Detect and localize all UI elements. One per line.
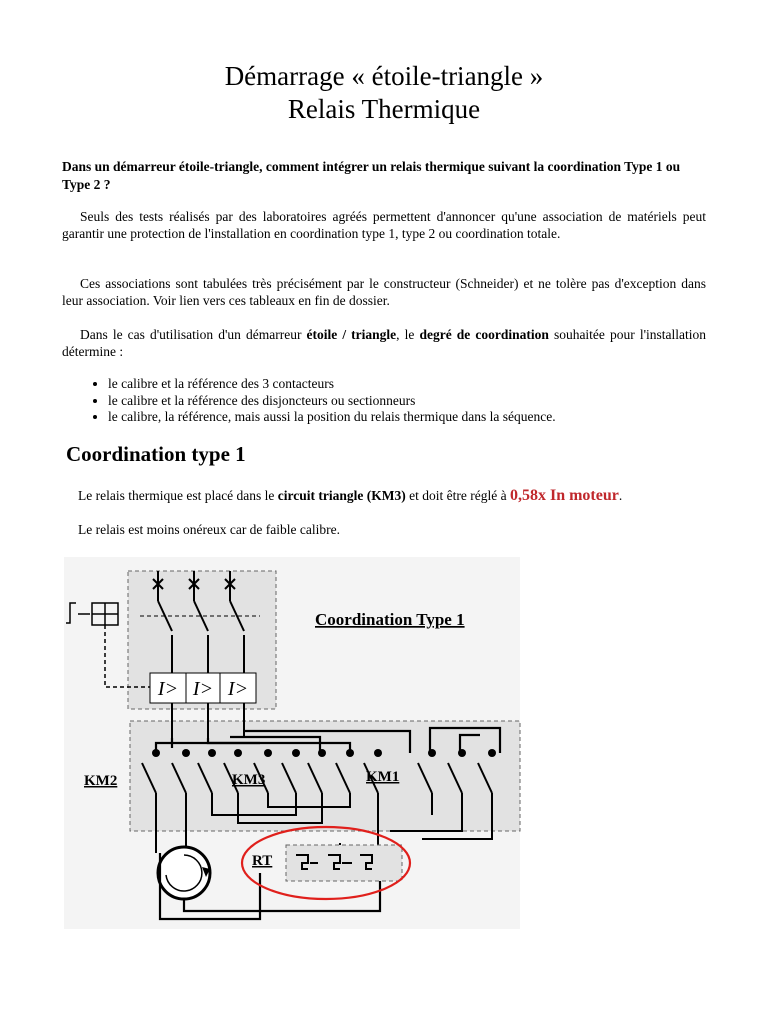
question-text: Dans un démarreur étoile-triangle, comment intégrer un relais thermique suivant la coordination Type 1 ou Type 2 ? xyxy=(62,159,681,192)
paragraph-relay-cost: Le relais est moins onéreux car de faible calibre. xyxy=(78,522,341,537)
wiring-diagram xyxy=(60,553,524,933)
section-heading: Coordination type 1 xyxy=(66,442,246,466)
title-line-2: Relais Thermique xyxy=(287,94,481,124)
text-run: Dans le cas d'utilisation d'un démarreur xyxy=(80,327,307,342)
page-title xyxy=(0,60,768,126)
paragraph-tests: Seuls des tests réalisés par des laboratoires agréés permettent d'annoncer qu'une association de matériels peut garantir une protection de l'installation en coordination type 1, type 2 ou coordination totale. xyxy=(62,209,706,241)
text-run: . xyxy=(618,488,623,503)
text-run: Le relais thermique est placé dans le xyxy=(78,488,278,503)
overcurrent-trips xyxy=(150,673,256,703)
list-item: • le calibre et la référence des disjoncteurs ou sectionneurs xyxy=(108,393,752,410)
trip-label: I> xyxy=(192,678,214,700)
label-km2: KM2 xyxy=(84,773,118,789)
label-km1: KM1 xyxy=(366,769,400,785)
bold-degree: degré de coordination xyxy=(419,327,549,342)
trip-label: I> xyxy=(157,678,179,700)
diagram-title: Coordination Type 1 xyxy=(315,610,465,629)
bold-star-delta: étoile / triangle xyxy=(306,327,397,342)
label-rt: RT xyxy=(252,853,273,869)
title-line-1: Démarrage « étoile-triangle » xyxy=(224,61,544,91)
setting-value: 0,58x In moteur xyxy=(509,487,619,504)
paragraph-coordination xyxy=(62,326,706,360)
label-km3: KM3 xyxy=(232,772,266,788)
trip-label: I> xyxy=(227,678,249,700)
bullet-list xyxy=(62,376,752,426)
bold-circuit: circuit triangle (KM3) xyxy=(277,488,406,503)
text-run: souhaitée pour l'installation détermine : xyxy=(62,327,706,359)
list-item: • le calibre et la référence des 3 contacteurs xyxy=(108,376,752,393)
paragraph-associations: Ces associations sont tabulées très précisément par le constructeur (Schneider) et ne tolère pas d'exception dans leur association. Voir lien vers ces tableaux en fin de dossier. xyxy=(62,276,706,308)
list-item: • le calibre, la référence, mais aussi la position du relais thermique dans la séquence. xyxy=(108,409,752,426)
text-run: et doit être réglé à xyxy=(405,488,510,503)
text-run: , le xyxy=(396,327,420,342)
paragraph-relay-placement xyxy=(78,486,622,506)
